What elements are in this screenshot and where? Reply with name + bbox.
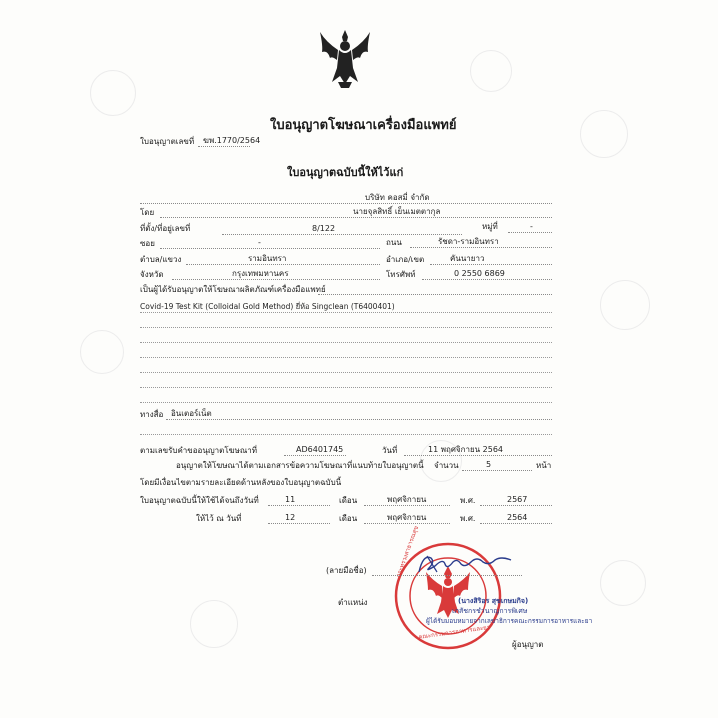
soi-label: ซอย — [140, 239, 155, 248]
dotted-line — [140, 203, 552, 204]
dotted-line — [364, 505, 450, 506]
conditions-text: โดยมีเงื่อนไขตามรายละเอียดด้านหลังของใบอนุญาตฉบับนี้ — [140, 478, 342, 487]
dotted-line — [166, 419, 552, 420]
dotted-line — [140, 357, 552, 358]
phone-label: โทรศัพท์ — [386, 270, 416, 279]
page-unit: หน้า — [536, 461, 552, 470]
watermark-circle — [470, 50, 512, 92]
district-label: อำเภอ/เขต — [386, 255, 425, 264]
dotted-line — [140, 327, 552, 328]
dotted-line — [186, 264, 380, 265]
moo-value: - — [530, 222, 533, 231]
document-title: ใบอนุญาตโฆษณาเครื่องมือแพทย์ — [270, 118, 457, 133]
watermark-circle — [600, 280, 650, 330]
phone-value: 0 2550 6869 — [454, 269, 505, 278]
dotted-line — [410, 247, 552, 248]
dotted-line — [284, 455, 346, 456]
dotted-line — [318, 294, 552, 295]
media-label: ทางสื่อ — [140, 410, 164, 419]
dotted-line — [372, 575, 522, 576]
subdistrict-value: รามอินทรา — [248, 254, 287, 263]
dotted-line — [198, 146, 250, 147]
dotted-line — [140, 387, 552, 388]
signer-authority: ผู้ได้รับมอบหมายจากเลขาธิการคณะกรรมการอาหารและยา — [426, 617, 593, 625]
dotted-line — [430, 264, 552, 265]
dotted-line — [160, 217, 552, 218]
attachment-text: อนุญาตให้โฆษณาได้ตามเอกสารข้อความโฆษณาที่แนบท้ายใบอนุญาตนี้ — [176, 461, 424, 470]
dotted-line — [268, 505, 330, 506]
address-number: 8/122 — [312, 224, 336, 233]
product-name: Covid-19 Test Kit (Colloidal Gold Method) ยี่ห้อ Singclean (T6400401) — [140, 302, 395, 311]
address-label: ที่ตั้ง/ที่อยู่เลขที่ — [140, 224, 191, 233]
signer-title: เภสัชกรชำนาญการพิเศษ — [452, 607, 528, 615]
watermark-circle — [80, 330, 124, 374]
position-label: ตำแหน่ง — [338, 598, 368, 607]
road-label: ถนน — [386, 238, 402, 247]
issued-month-label: เดือน — [339, 514, 358, 523]
dotted-line — [172, 279, 380, 280]
expiry-day: 11 — [285, 495, 296, 504]
watermark-circle — [580, 110, 628, 158]
dotted-line — [508, 232, 552, 233]
request-number-label: ตามเลขรับคำขออนุญาตโฆษณาที่ — [140, 446, 258, 455]
province-value: กรุงเทพมหานคร — [232, 269, 289, 278]
dotted-line — [480, 505, 552, 506]
dotted-line — [140, 434, 552, 435]
issued-day: 12 — [285, 513, 296, 522]
watermark-circle — [600, 560, 646, 606]
by-label: โดย — [140, 208, 155, 217]
issued-year-label: พ.ศ. — [460, 514, 476, 523]
dotted-line — [268, 523, 330, 524]
license-number: ฆพ.1770/2564 — [203, 136, 261, 145]
representative-name: นายจุลสิทธิ์ เย็นเมตตากุล — [353, 207, 441, 216]
moo-label: หมู่ที่ — [482, 222, 498, 231]
dotted-line — [422, 279, 552, 280]
dotted-line — [462, 470, 532, 471]
request-date-label: วันที่ — [382, 446, 398, 455]
issued-month: พฤศจิกายน — [387, 513, 427, 522]
dotted-line — [140, 342, 552, 343]
seal-text-bottom: คณะกรรมการอาหารและยา — [418, 623, 491, 641]
licensor-label: ผู้อนุญาต — [512, 640, 544, 649]
expiry-month: พฤศจิกายน — [387, 495, 427, 504]
dotted-line — [480, 523, 552, 524]
dotted-line — [140, 372, 552, 373]
issued-year: 2564 — [507, 513, 528, 522]
dotted-line — [364, 523, 450, 524]
expiry-month-label: เดือน — [339, 496, 358, 505]
dotted-line — [160, 248, 380, 249]
issued-label: ให้ไว้ ณ วันที่ — [196, 514, 242, 523]
expiry-label: ใบอนุญาตฉบับนี้ให้ใช้ได้จนถึงวันที่ — [140, 496, 259, 505]
dotted-line — [140, 402, 552, 403]
watermark-circle — [190, 600, 238, 648]
signature-icon — [415, 550, 515, 578]
dotted-line — [222, 234, 462, 235]
garuda-emblem-icon — [318, 28, 372, 90]
request-date: 11 พฤศจิกายน 2564 — [428, 445, 503, 454]
road-value: รัชดา-รามอินทรา — [438, 237, 499, 246]
media-value: อินเตอร์เน็ต — [171, 409, 212, 418]
license-number-label: ใบอนุญาตเลขที่ — [140, 137, 195, 146]
company-name: บริษัท คอสมี่ จำกัด — [365, 193, 430, 202]
dotted-line — [140, 312, 552, 313]
signature-label: (ลายมือชื่อ) — [326, 566, 367, 575]
page-count-label: จำนวน — [434, 461, 459, 470]
request-number: AD6401745 — [296, 445, 344, 454]
dotted-line — [404, 455, 552, 456]
page-count: 5 — [486, 460, 492, 469]
product-intro: เป็นผู้ได้รับอนุญาตให้โฆษณาผลิตภัณฑ์เครื่องมือแพทย์ — [140, 285, 326, 294]
soi-value: - — [258, 238, 261, 247]
watermark-circle — [90, 70, 136, 116]
signer-name: (นางสิริอร สุขเกษมกิจ) — [458, 597, 529, 605]
province-label: จังหวัด — [140, 270, 164, 279]
expiry-year-label: พ.ศ. — [460, 496, 476, 505]
document-subtitle: ใบอนุญาตฉบับนี้ให้ไว้แก่ — [287, 166, 404, 179]
district-value: คันนายาว — [450, 254, 485, 263]
seal-text-left: กระทรวงสาธารณสุข — [395, 525, 421, 579]
subdistrict-label: ตำบล/แขวง — [140, 255, 182, 264]
expiry-year: 2567 — [507, 495, 528, 504]
